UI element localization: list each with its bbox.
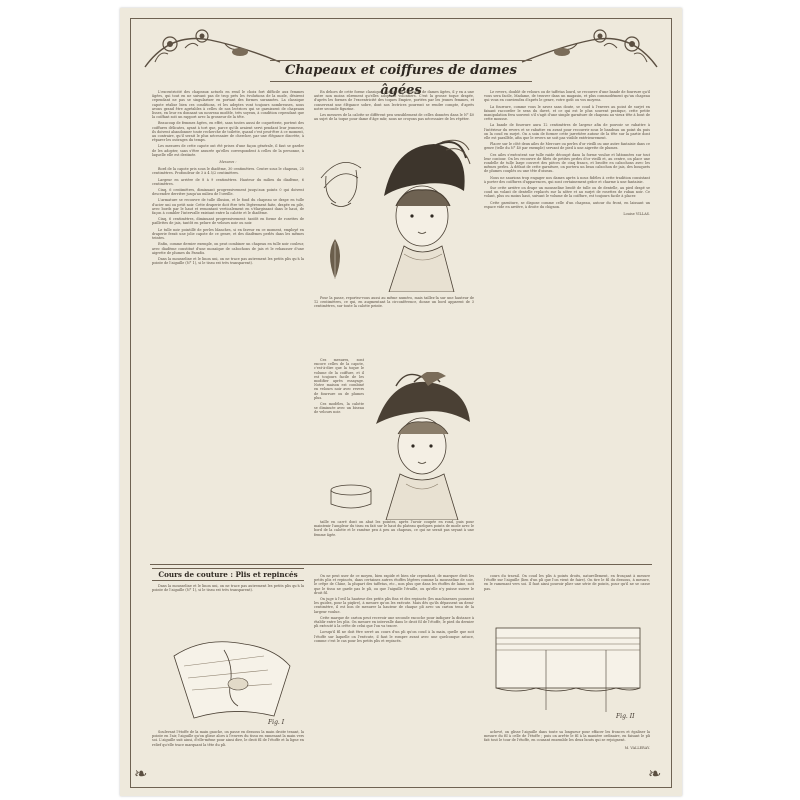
- paragraph: Cinq, 6 centimètres, diminuant progressivement jusqu'aux points 0 qui doivent descendre derrière jusqu'au milieu de l'oreille.: [152, 188, 304, 197]
- paragraph: La fourrure, comme vous le savez sans doute, se coud à l'envers au point de surjet en faisant raccorder le sens du duvet, et ce qui est le plus souvent pratique, cette petite manipulation fera souvent s'il s'agit d'une simple garniture de chapeau au vieux tête à bout de cette mousse.: [484, 104, 650, 122]
- paragraph: L'excentricité des chapeaux actuels en rend le choix fort difficile aux femmes âgées, qui tout en ne suivant pas de trop près les évolutions de la mode, désirent cependant ne pas se singulariser en portant des formes surannées. La classique capote réalise bien ces conditions, et les adeptes vont toujours nombreuses, nous avons grand être agréables à celles de nos lectrices qui se garnissent de chapeaux lisses, en leur en donnant un nouveau modèle, très soyeux, à condition cependant que la coiffant soit un rapport avec la grosseur de la tête.: [152, 90, 304, 120]
- paragraph: Ces mesures, sont encore celles de la capote, c'est-à-dire que la toque le volume de la coiffure, et il est toujours facile de les modifier après essayage. Notre maison est combiné en velours noir avec revers de fourrure ou de plumes plus.: [314, 358, 364, 400]
- section-divider: [150, 564, 652, 565]
- sewing-section-title: Cours de couture : Plis et repincés: [152, 568, 304, 581]
- paragraph: Cinq, 6 centimètres, diminuant progressivement: tantôt en forme de rosettes de paillettes de jais, tantôt en pelure de velours noir ou noir.: [152, 217, 304, 226]
- paragraph: Largeur en arrière de 8 à 9 centimètres. Hauteur du milieu du diadème, 6 centimètres.: [152, 177, 304, 186]
- paragraph: Placer sur le côté deux ailes de Mercure ou perles d'or vieilli ou une autre fantaisie dans ce genre (telle du N° 40 par exemple) servant de pied à une aigrette de plumes.: [484, 142, 650, 151]
- article1-column-1: [152, 90, 304, 560]
- paragraph: Dans la mousseline et le linon uni, on ne trace pas autrement les petits plis qu'à la pointe de l'aiguille (N° 1), si le tissu est très transparent).: [152, 584, 304, 593]
- article2-column-1-bottom: [152, 730, 304, 782]
- article2-column-3-top: [484, 574, 650, 614]
- left-floral-ornament: [140, 22, 290, 72]
- paragraph: Enfin, comme dernier exemple, on peut combiner un chapeau en tulle noir couleur, avec diadème constitué d'une mosaïque de cabochons de jais et le rehausser d'une aigrette de plumes du Paradis.: [152, 242, 304, 255]
- paragraph: On juge à l'œil la hauteur des petits plis fins et des repincés (les machinesses poussent les guides, pour la piqûre), à mesure qu'on les exécute. Mais dès qu'ils dépassent un demi-centimètre, il est bon de mesurer la hauteur de chaque pli avec un carton tenu de la largeur voulue.: [314, 597, 474, 614]
- paragraph: Lorsqu'il fil ne doit être serré au cours d'un pli qu'on coud à la main, quelle que soit l'étoffe sur laquelle on l'exécute, il faut le rompre avant avec une quelconque astuce, comme c'est le cas pour les petits plis et repincés.: [314, 630, 474, 643]
- paragraph: Le revers, doublé de velours ou de taffetas lourd, se recouvre d'une bande de fourrure qu'il vous sera facile, Madame, de trouver dans un magasin, et plus commodément qu'un chapeau qui vous en conviendra d'après le genre, votre goût ou vos moyens.: [484, 90, 650, 103]
- paragraph: Le tulle noir pointillé de perles blanches, si en faveur en ce moment, employé en draperie ferait une jolie capote de ce genre, et des diadèmes perlés dans les mêmes teintes.: [152, 227, 304, 241]
- paragraph: Pour la passe, reportez-vous aussi au même numéro, mais taillez-la sur une hauteur de 12 centimètres, ce qui, en augmentant la circonférence, donne un bord apparent de 3 centimètres, sur toute la calotte peinte.: [314, 296, 474, 309]
- article-title: Chapeaux et coiffures de dames âgées: [270, 60, 532, 82]
- corner-ornament-icon: ❧: [134, 764, 148, 783]
- feather-ornament-illustration: [320, 234, 350, 284]
- article1-column-2-mid: [314, 296, 474, 356]
- paragraph: taille en carré dont on abat les pointes, après l'avoir coupée en rond, puis pour maintenir l'ampleur du tissu en fait sur le haut du plateau quelques points de mode avec le bord de la calotte et le ramène peu à peu au chapeau, ce qui ne serait pas seyant à une femme âgée.: [314, 520, 474, 537]
- article2-column-1-top: [152, 584, 304, 624]
- corner-ornament-icon: ❧: [648, 764, 662, 783]
- fig1-caption: Fig. I: [268, 719, 285, 726]
- paragraph: Cette garniture, se dispose comme celle d'un chapeau, autour du front, en laissant un espace vide en arrière, à droite du chignon.: [484, 200, 650, 209]
- paragraph: En dehors de cette forme classique, ancêtre de beaucoup de dames âgées, il y en a une autre non moins sûrement qu'elles adoptent volontiers. C'est la grosse toque drapée, d'après les formes de l'excentricité des toques Empire, portées par les jeunes femmes, et conservant une élégance sobre, dont nos lectrices pourront se rendre compte, d'après notre seconde figurine.: [314, 90, 474, 111]
- woman-with-toque-illustration: [364, 136, 476, 292]
- article1-column-3: [484, 90, 650, 542]
- fig2-caption: Fig. II: [616, 713, 635, 720]
- article2-column-3-bottom: [484, 730, 650, 782]
- woman-with-plumed-hat-illustration: [366, 372, 476, 520]
- article2-signature: M. VALLERAY.: [624, 745, 650, 750]
- paragraph: On ne peut user de ce moyen, bien rapide et bien sûr cependant, de marquer droit les petits plis et repincés, dans certaines autres étoffes légères comme la mousseline de soie, le crêpe de Chine, la plupart des taffetas, etc., non plus que dans les étoffes de laine, soit que le tissu ne garde pas le pli, ou que l'aiguille l'éraille, ou qu'elle n'y puisse suivre le droit fil.: [314, 574, 474, 595]
- paragraph: Ces ailes s'exécutent sur tulle raide découpé dans la forme voulue et bâtonnées sur tout leur contour. On les recouvre de filets de petites perles d'or vieilli et, au centre, on place une rondelle de tulle large couvert des pièces de cinq francs, et brodée en cabochons avec les mêmes perles. À défaut de cette garniture, on portera un beau cabochon de jais, des bouquets de plumes couplés ou une tête d'oiseau.: [484, 152, 650, 174]
- paragraph: Sur cette arrière on drape un mousseline brodé de tulle ou de dentelle, au pied drapé se coud un volant de dentelle replacés sur la nôtre et au surjet de rosettes de ruban noir. Ce volant, plus ou moins haut, suivant le volume de la coiffure, est toujours facile à placer.: [484, 186, 650, 199]
- paragraph: Cette marque de carton peut recevoir une seconde encoche pour indiquer la distance à établir entre les plis. On mesure en intervalle dans le droit fil de l'étoffe, le pied du dernier pli exécuté à la crête de celui que l'on va tracer.: [314, 615, 474, 629]
- paragraph: La bande de fourrure aura 12 centimètres de largeur afin de pouvoir se rabattre à l'intérieur du revers et se rabattre en avant pour recouvrir sous le bandeau un point du puis on la coud en surjet. On a soin de former cette jarretière autour de la tête sur la partie dont elle est parallèle, afin que le revers ne soit pas visible extérieurement.: [484, 123, 650, 141]
- paragraph: L'armature se recouvre de tulle illusion, et le fond du chapeau se drape en tulle d'acier uni ou petit noir. Cette draperie doit être très légèrement faite, drapée en pile, avec bords par le haut et remontant verticalement en s'élargissant dans le haut, de façon à combler l'intervalle existant entre la calotte et le diadème.: [152, 198, 304, 216]
- paragraph: Soulevant l'étoffe de la main gauche, on passe en dessous la main droite tenant, la pointe en l'air, l'aiguille qu'on glisse alors à l'envers du tissu en ramenant la main vers soi. L'aiguille suit ainsi, d'elle-même pour ainsi dire, le droit fil de l'étoffe et la ligne en relief qu'elle trace marquant la tête du pli.: [152, 730, 304, 747]
- paragraph: Nous ne saurions trop engager nos dames après à nous fidèles à cette tradition consistant à porter des coiffures d'apparences, qui sont certainement grâce et charme à une fantaisie.: [484, 175, 650, 184]
- paragraph: Les mesures de la calotte se diffèrent peu sensiblement de celles données dans le N° 40 au sujet de la toque pour dame d'âge mûr, nous ne croyons pas nécessaire de les répéter.: [314, 113, 474, 122]
- fig2-illustration: [486, 620, 650, 720]
- paragraph: Bord de la capote pris sous le diadème, 30 centimètres. Centre sous le chapeau, 25 centimètres. Profondeur de 3 à 4 5/2 centimètres.: [152, 167, 304, 176]
- paragraph: cours du travail. On coud les plis à points droits, naturellement, en fronçant à mesure l'étoffe sur l'aiguille (lien d'un pli que l'on vient de faire). On tire le fil du dessous, à mesure, en le ramenant vers soi. Il faut ainsi pouvoir plier une série de points, pour qu'il ne se casse pas.: [484, 574, 650, 591]
- right-floral-ornament: [512, 22, 662, 72]
- hat-crown-illustration: [326, 482, 376, 512]
- article1-column-2-narrow: [314, 358, 364, 478]
- magazine-page: [120, 8, 682, 796]
- fig1-illustration: [164, 626, 300, 726]
- hat-frame-illustration: [316, 148, 366, 228]
- measures-heading: Mesures :: [219, 160, 237, 165]
- paragraph: Dans la mousseline et le linon uni, on ne trace pas autrement les petits plis qu'à la pointe de l'aiguille (N° 1), si le tissu est très transparent).: [152, 256, 304, 266]
- paragraph: Ces modèles, la calotte se diminuée avec un biseau de velours noir.: [314, 402, 364, 415]
- article2-column-2: [314, 574, 474, 784]
- paragraph: achevé, on glisse l'aiguille dans toute sa longueur pour effacer les fronces et égaliser la mesure du fil à celle de l'étoffe ; puis on arrête le fil à la manière ordinaire, en faisant le pli fait tout le tour de l'étoffe, en cousant ensemble les deux bouts qui se rejoignent.: [484, 730, 650, 743]
- paragraph: Les mesures de cette capote ont été prises d'une façon générale, il faut se garder de les adopter, sans s'être assurée qu'elles correspondent à celles de la personne, à laquelle elle est destinée.: [152, 144, 304, 157]
- paragraph: Beaucoup de femmes âgées, en effet, sans toutes aussi de coquetterie, portent des coiffures délicates, ayant à tort que, parce qu'ils avaient servi pendant leur jeunesse, ils doivent abandonner toute recherche de toilette, quand c'est peut-être à ce moment, au contraire, qu'il serait le plus nécessaire de chercher, par une élégance discrète, à réparer les outrages du temps.: [152, 121, 304, 143]
- article1-signature: Louise VILLAS.: [623, 212, 650, 217]
- article1-column-2-bottom: [314, 520, 474, 560]
